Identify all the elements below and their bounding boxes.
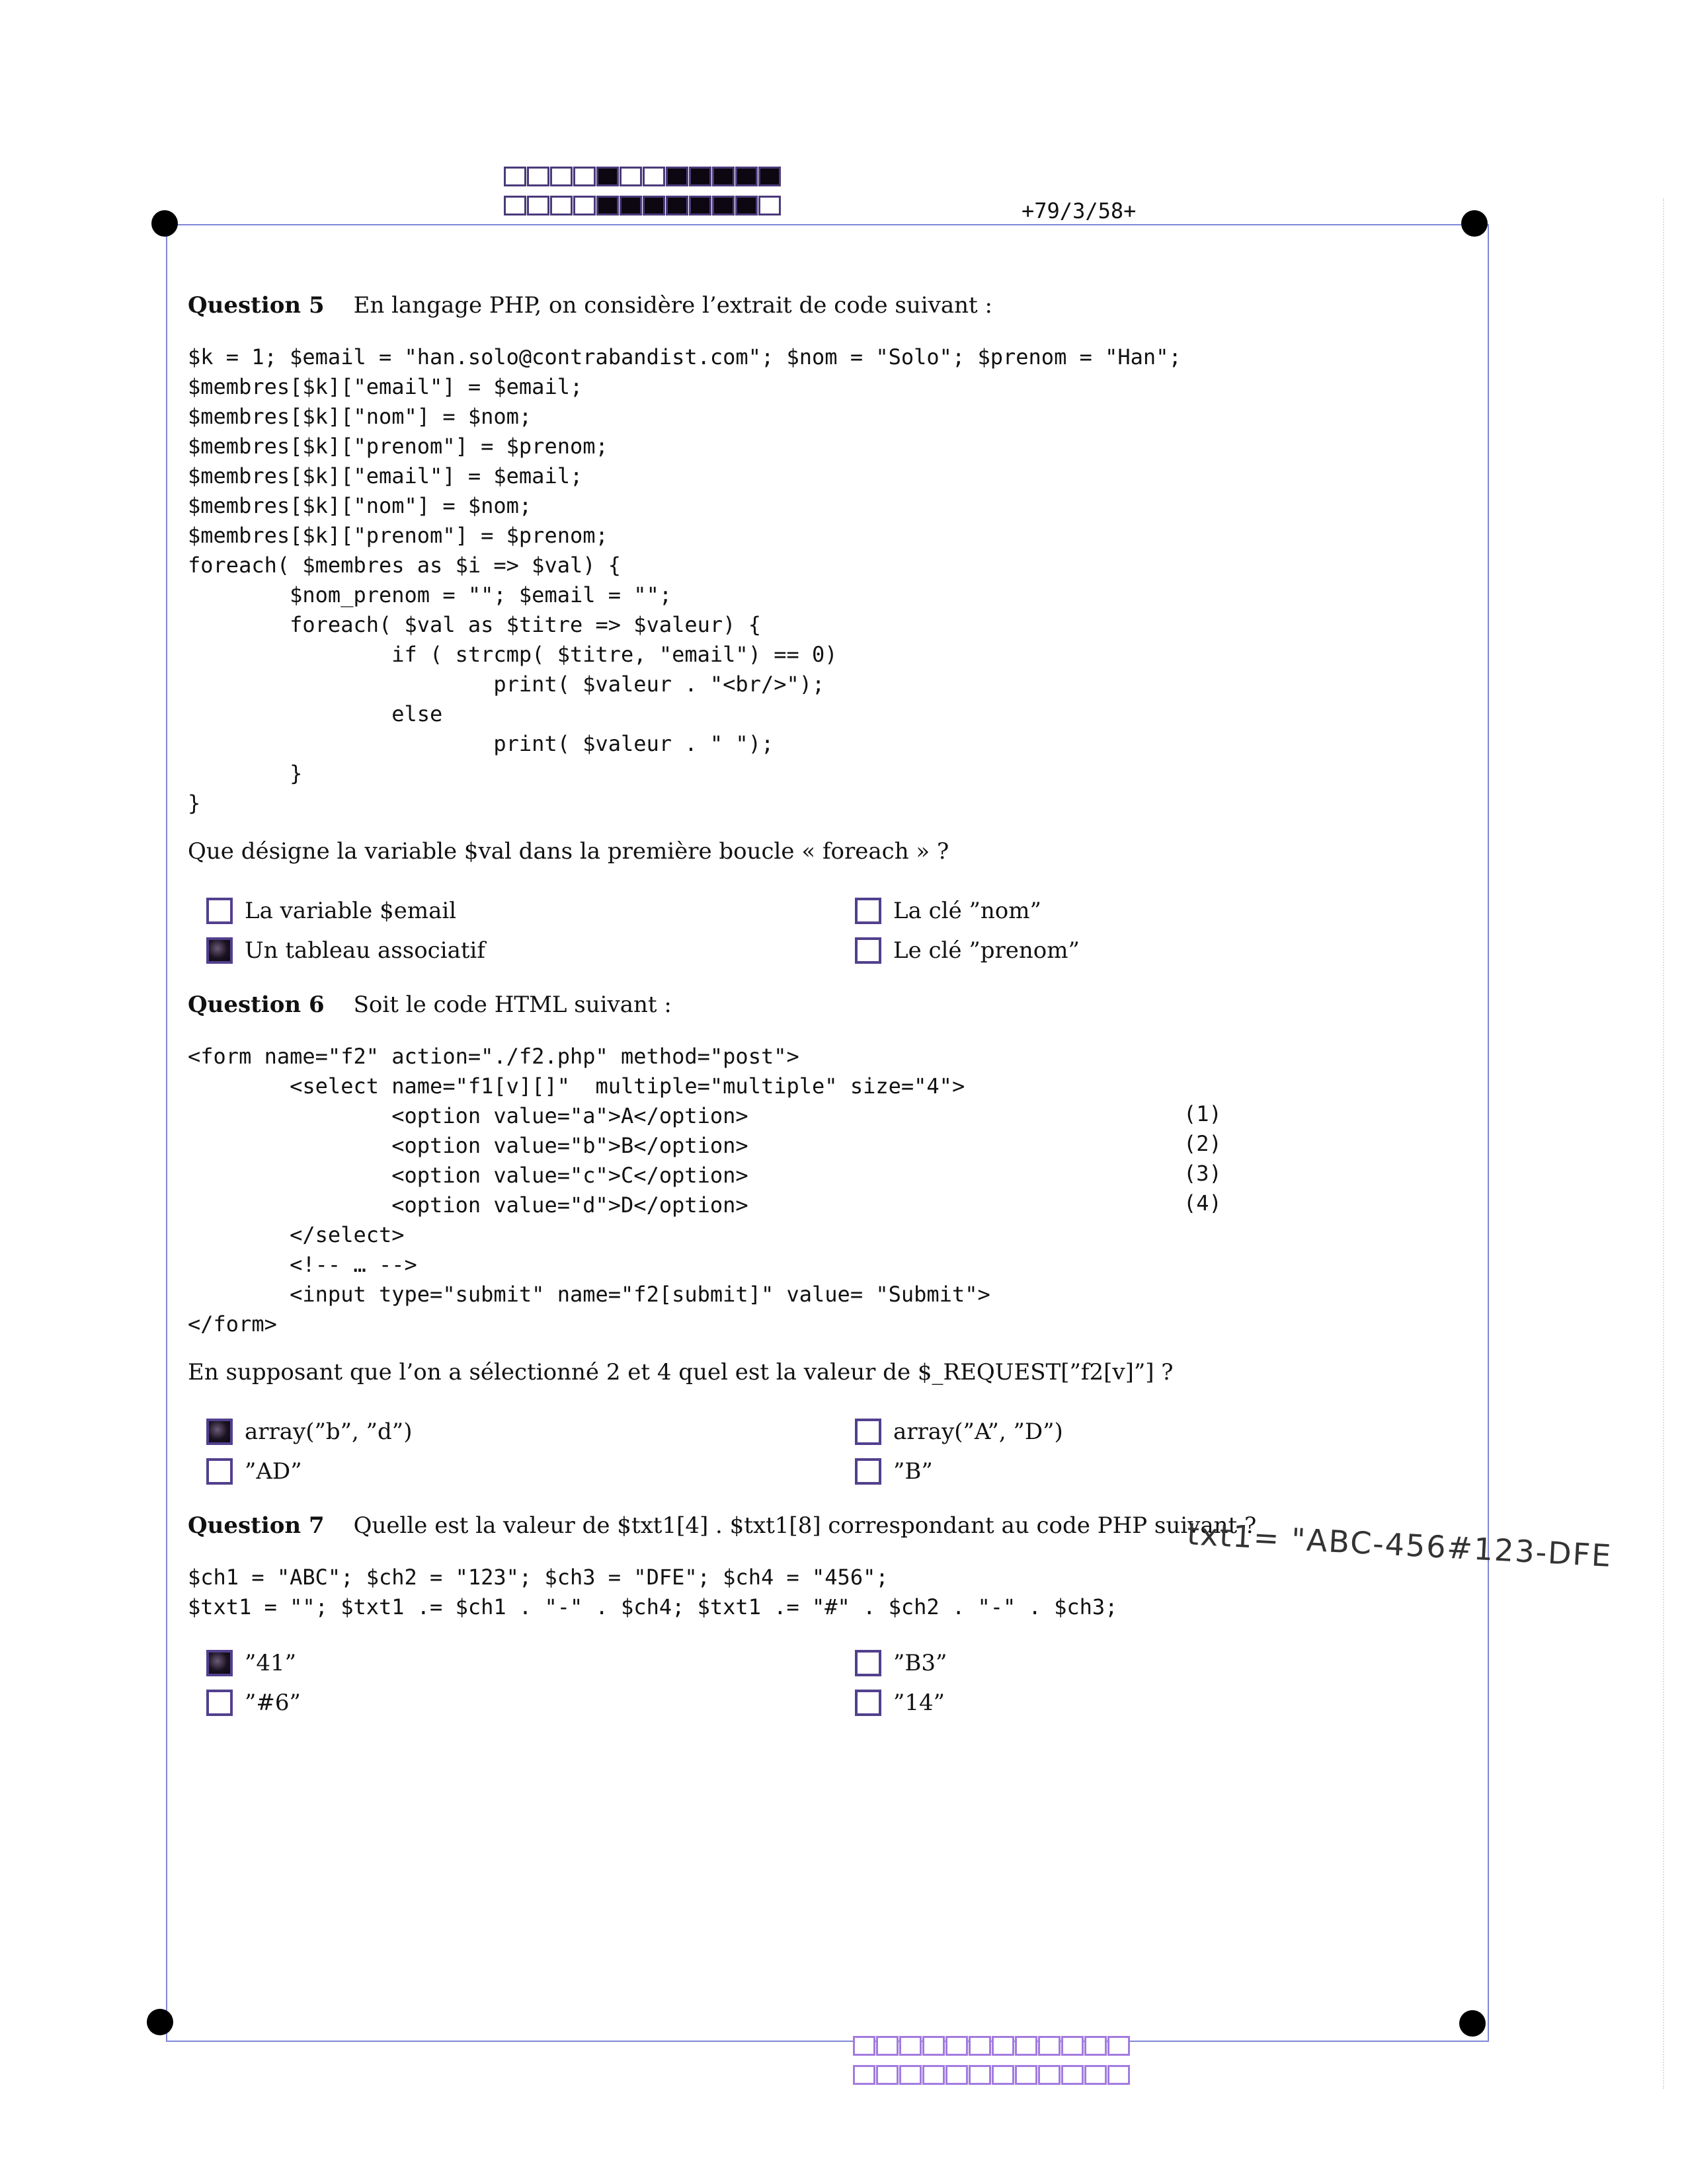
- answer-checkbox[interactable]: [855, 1458, 881, 1485]
- answer-checkbox[interactable]: [855, 937, 881, 964]
- question-title: Quelle est la valeur de $txt1[4] . $txt1[8] correspondant au code PHP suivant ?: [353, 1512, 1257, 1539]
- corner-mark-top-right: [1461, 210, 1488, 237]
- answer-label: La variable $email: [245, 898, 457, 924]
- question-5-heading: [188, 292, 992, 319]
- page-id-code: +79/3/58+: [1022, 198, 1137, 223]
- answer-option[interactable]: [206, 898, 456, 924]
- line-number: (2): [1184, 1131, 1222, 1156]
- question-7-heading: [188, 1512, 1256, 1539]
- answer-checkbox[interactable]: [206, 898, 233, 924]
- answer-option[interactable]: [855, 1458, 933, 1485]
- corner-mark-bottom-left: [147, 2009, 173, 2035]
- answer-option[interactable]: [206, 1458, 302, 1485]
- answer-checkbox[interactable]: [855, 1419, 881, 1445]
- answer-label: ”41”: [245, 1650, 297, 1676]
- answer-label: array(”b”, ”d”): [245, 1419, 413, 1445]
- question-6-prompt: En supposant que l’on a sélectionné 2 et 4 quel est la valeur de $_REQUEST[”f2[v]”] ?: [188, 1359, 1174, 1385]
- answer-option[interactable]: [855, 937, 1080, 964]
- answer-checkbox[interactable]: [855, 1690, 881, 1716]
- scan-edge: [1663, 198, 1666, 2089]
- answer-label: ”B3”: [893, 1650, 947, 1676]
- question-number: Question 7: [188, 1512, 325, 1539]
- question-title: Soit le code HTML suivant :: [353, 992, 672, 1018]
- answer-label: ”AD”: [245, 1458, 302, 1485]
- answer-option[interactable]: [206, 1690, 301, 1716]
- answer-checkbox-checked[interactable]: [206, 937, 233, 964]
- question-6-heading: [188, 992, 672, 1018]
- corner-mark-top-left: [151, 210, 178, 237]
- answer-checkbox[interactable]: [206, 1458, 233, 1485]
- answer-label: ”#6”: [245, 1690, 301, 1716]
- top-code-strip-2: [504, 196, 782, 215]
- answer-option[interactable]: [855, 1650, 947, 1676]
- corner-mark-bottom-right: [1459, 2010, 1486, 2037]
- answer-option[interactable]: [855, 1419, 1063, 1445]
- answer-option[interactable]: [206, 937, 485, 964]
- answer-label: La clé ”nom”: [893, 898, 1041, 924]
- handwritten-note: txt1= "ABC-456#123-DFE: [1186, 1516, 1613, 1574]
- answer-option[interactable]: [855, 898, 1041, 924]
- answer-checkbox-checked[interactable]: [206, 1419, 233, 1445]
- answer-option[interactable]: [855, 1690, 945, 1716]
- answer-label: ”14”: [893, 1690, 945, 1716]
- answer-checkbox[interactable]: [855, 1650, 881, 1676]
- bottom-code-strip-2: [853, 2065, 1131, 2085]
- line-number: (1): [1184, 1101, 1222, 1126]
- top-code-strip-1: [504, 167, 782, 186]
- answer-label: ”B”: [893, 1458, 933, 1485]
- answer-label: array(”A”, ”D”): [893, 1419, 1063, 1445]
- answer-label: Un tableau associatif: [245, 937, 485, 964]
- line-number: (4): [1184, 1190, 1222, 1216]
- answer-option[interactable]: [206, 1650, 296, 1676]
- answer-checkbox-checked[interactable]: [206, 1650, 233, 1676]
- question-6-code: <form name="f2" action="./f2.php" method="post"> <select name="f1[v][]" multiple="multiple" size="4"> <option value="a">A</option> <option value="b">B</option> <option value="c">C</option> <option value="d">D</option> </select> <!-- … --> <input type="submit" name="f2[submit]" value= "Submit"> </form>: [188, 1044, 990, 1337]
- question-title: En langage PHP, on considère l’extrait de code suivant :: [353, 292, 992, 319]
- answer-checkbox[interactable]: [855, 898, 881, 924]
- question-5-code: $k = 1; $email = "han.solo@contrabandist.com"; $nom = "Solo"; $prenom = "Han"; $membres[$k]["email"] = $email; $membres[$k]["nom"] = $nom; $membres[$k]["prenom"] = $prenom; $membres[$k]["email"] = $email; $membres[$k]["nom"] = $nom; $membres[$k]["prenom"] = $prenom; foreach( $membres as $i => $val) { $nom_prenom = ""; $email = ""; foreach( $val as $titre => $valeur) { if ( strcmp( $titre, "email") == 0) print( $valeur . "<br/>"); else print( $valeur . " "); } }: [188, 344, 1182, 816]
- line-number: (3): [1184, 1161, 1222, 1186]
- bottom-code-strip-1: [853, 2036, 1131, 2056]
- answer-label: Le clé ”prenom”: [893, 937, 1080, 964]
- question-number: Question 5: [188, 292, 325, 319]
- question-7-code: $ch1 = "ABC"; $ch2 = "123"; $ch3 = "DFE"; $ch4 = "456"; $txt1 = ""; $txt1 .= $ch1 . "-" . $ch4; $txt1 .= "#" . $ch2 . "-" . $ch3;: [188, 1565, 1118, 1619]
- answer-option[interactable]: [206, 1419, 412, 1445]
- question-number: Question 6: [188, 992, 325, 1018]
- answer-checkbox[interactable]: [206, 1690, 233, 1716]
- question-5-prompt: Que désigne la variable $val dans la première boucle « foreach » ?: [188, 838, 949, 865]
